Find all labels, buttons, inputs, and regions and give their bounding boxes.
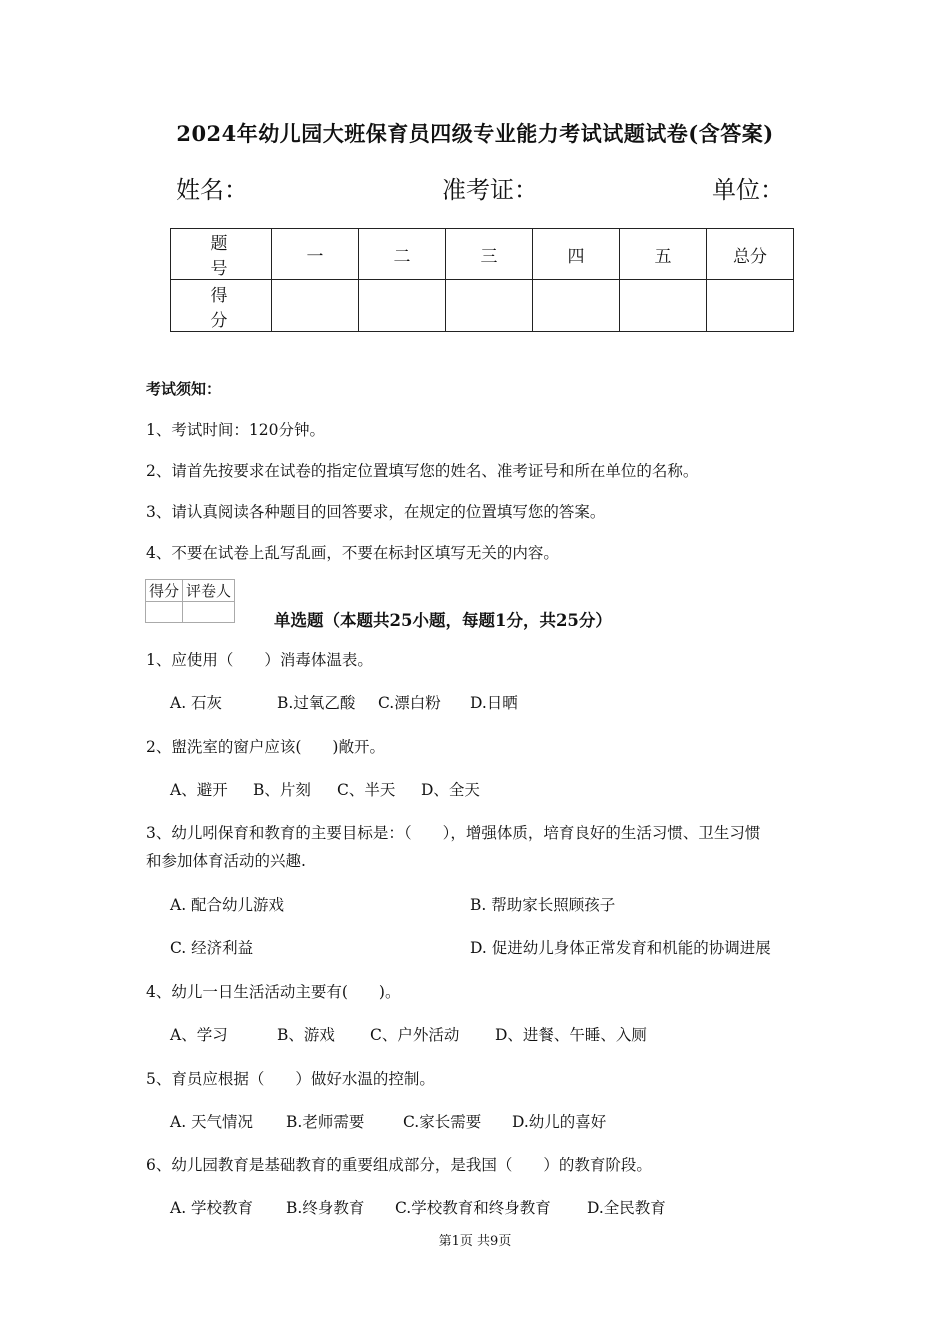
score-cell-2[interactable] [359, 280, 446, 332]
notice-item-1: 1、考试时间：120分钟。 [146, 421, 325, 439]
q1-option-d[interactable]: D.日晒 [470, 694, 518, 712]
score-table-header-row [171, 229, 794, 280]
question-4: 4、幼儿一日生活活动主要有( )。 [146, 983, 401, 1001]
q5-option-c[interactable]: C.家长需要 [403, 1113, 482, 1131]
page-footer: 第1页 共9页 [438, 1234, 512, 1249]
grader-score-label: 得分 [146, 580, 183, 602]
score-header-5: 五 [620, 229, 707, 280]
q1-option-a[interactable]: A. 石灰 [170, 694, 223, 712]
score-header-3: 三 [446, 229, 533, 280]
score-row-label: 得 分 [171, 280, 272, 332]
q1-option-b[interactable]: B.过氧乙酸 [277, 694, 356, 712]
q3-option-c[interactable]: C. 经济利益 [170, 939, 254, 957]
q3-option-d[interactable]: D. 促进幼儿身体正常发育和机能的协调进展 [470, 939, 771, 957]
q5-option-b[interactable]: B.老师需要 [286, 1113, 365, 1131]
q6-option-b[interactable]: B.终身教育 [286, 1199, 365, 1217]
q2-option-a[interactable]: A、避开 [170, 781, 228, 799]
q3-option-b[interactable]: B. 帮助家长照顾孩子 [470, 896, 616, 914]
page-title: 2024年幼儿园大班保育员四级专业能力考试试题试卷(含答案) [176, 121, 774, 146]
q2-option-b[interactable]: B、片刻 [253, 781, 311, 799]
q1-option-c[interactable]: C.漂白粉 [378, 694, 441, 712]
grader-score-cell[interactable] [146, 602, 183, 623]
q2-option-c[interactable]: C、半天 [337, 781, 396, 799]
question-6: 6、幼儿园教育是基础教育的重要组成部分，是我国（ ）的教育阶段。 [146, 1156, 652, 1174]
question-3-line-2: 和参加体育活动的兴趣. [146, 852, 306, 870]
score-table [170, 228, 794, 332]
score-cell-total[interactable] [707, 280, 794, 332]
grader-name-label: 评卷人 [183, 580, 235, 602]
score-cell-4[interactable] [533, 280, 620, 332]
score-cell-1[interactable] [272, 280, 359, 332]
q4-option-c[interactable]: C、户外活动 [370, 1026, 460, 1044]
score-header-4: 四 [533, 229, 620, 280]
question-1: 1、应使用（ ）消毒体温表。 [146, 651, 373, 669]
score-cell-5[interactable] [620, 280, 707, 332]
notice-item-4: 4、不要在试卷上乱写乱画，不要在标封区填写无关的内容。 [146, 544, 559, 562]
question-5: 5、育员应根据（ ）做好水温的控制。 [146, 1070, 435, 1088]
exam-id-label: 准考证： [442, 176, 538, 204]
q5-option-d[interactable]: D.幼儿的喜好 [512, 1113, 607, 1131]
notice-heading: 考试须知： [146, 380, 222, 398]
question-3-line-1: 3、幼儿吲保育和教育的主要目标是：（ ），增强体质，培育良好的生活习惯、卫生习惯 [146, 824, 761, 842]
q4-option-d[interactable]: D、进餐、午睡、入厕 [495, 1026, 647, 1044]
notice-item-3: 3、请认真阅读各种题目的回答要求，在规定的位置填写您的答案。 [146, 503, 606, 521]
score-header-2: 二 [359, 229, 446, 280]
grader-name-cell[interactable] [183, 602, 235, 623]
name-label: 姓名： [176, 176, 248, 204]
q6-option-a[interactable]: A. 学校教育 [170, 1199, 254, 1217]
score-header-1: 一 [272, 229, 359, 280]
section-title: 单选题（本题共25小题，每题1分，共25分） [274, 611, 612, 630]
q5-option-a[interactable]: A. 天气情况 [170, 1113, 254, 1131]
notice-item-2: 2、请首先按要求在试卷的指定位置填写您的姓名、准考证号和所在单位的名称。 [146, 462, 699, 480]
score-table-score-row [171, 280, 794, 332]
grader-box [145, 579, 235, 623]
q4-option-a[interactable]: A、学习 [170, 1026, 228, 1044]
q4-option-b[interactable]: B、游戏 [277, 1026, 335, 1044]
score-header-label: 题 号 [171, 229, 272, 280]
question-2: 2、盥洗室的窗户应该( )敞开。 [146, 738, 385, 756]
q6-option-d[interactable]: D.全民教育 [587, 1199, 666, 1217]
q3-option-a[interactable]: A. 配合幼儿游戏 [170, 896, 285, 914]
q6-option-c[interactable]: C.学校教育和终身教育 [395, 1199, 551, 1217]
score-cell-3[interactable] [446, 280, 533, 332]
score-header-total: 总分 [707, 229, 794, 280]
unit-label: 单位： [712, 176, 784, 204]
q2-option-d[interactable]: D、全天 [421, 781, 480, 799]
